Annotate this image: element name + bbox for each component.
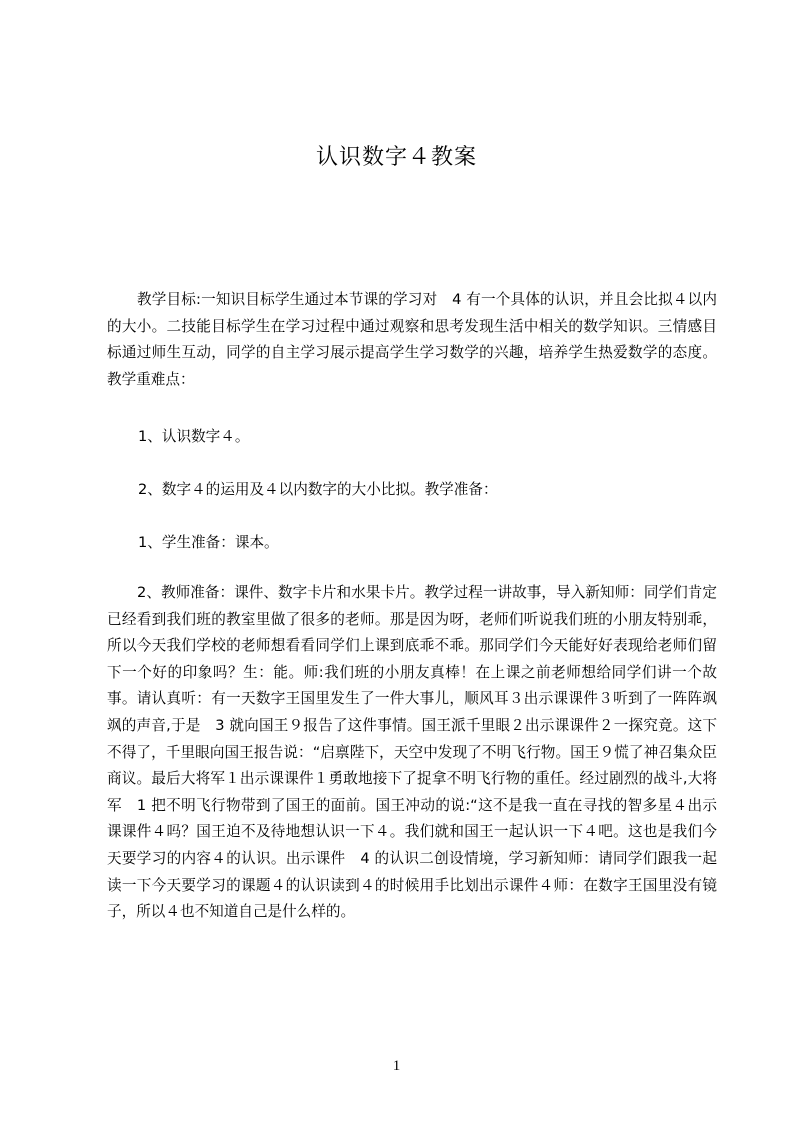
paragraph-prep-student: 1、学生准备：课本。 <box>138 534 279 551</box>
paragraph-key-point-2: 2、数字４的运用及４以内数字的大小比拟。教学准备： <box>138 481 498 498</box>
page-number: 1 <box>392 1058 401 1074</box>
paragraph-objectives: 教学目标:一知识目标学生通过本节课的学习对 4 有一个具体的认识，并且会比拟４以内的大小。二技能目标学生在学习过程中通过观察和思考发现生活中相关的数学知识。三情感目标通过师生互动，同学的自主学习展示提高学生学习数学的兴趣，培养学生热爱数学的态度。教学重难点： <box>107 291 717 388</box>
document-title: 认识数字４教案 <box>315 145 477 170</box>
paragraph-prep-teacher-process: 2、教师准备：课件、数字卡片和水果卡片。教学过程一讲故事，导入新知师：同学们肯定已经看到我们班的教室里做了很多的老师。那是因为呀，老师们听说我们班的小朋友特别乖，所以今天我们学校的老师想看看同学们上课到底乖不乖。那同学们今天能好好表现给老师们留下一个好的印象吗？生：能。师:我们班的小朋友真棒！在上课之前老师想给同学们讲一个故事。请认真听：有一天数字王国里发生了一件大事儿，顺风耳３出示课课件３听到了一阵阵飒飒的声音,于是 3 就向国王９报告了这件事情。国王派千里眼２出示课课件２一探究竟。这下不得了，千里眼向国王报告说：“启禀陛下，天空中发现了不明飞行物。国王９慌了神召集众臣商议。最后大将军１出示课课件１勇敢地接下了捉拿不明飞行物的重任。经过剧烈的战斗,大将军 1 把不明飞行物带到了国王的面前。国王冲动的说:“这不是我一直在寻找的智多星４出示课课件４吗？国王迫不及待地想认识一下４。我们就和国王一起认识一下４吧。这也是我们今天要学习的内容４的认识。出示课件 4 的认识二创设情境，学习新知师：请同学们跟我一起读一下今天要学习的课题４的认识读到４的时候用手比划出示课件４师：在数字王国里没有镜子，所以４也不知道自己是什么样的。 <box>107 584 717 921</box>
paragraph-key-point-1: 1、认识数字４。 <box>138 428 250 445</box>
